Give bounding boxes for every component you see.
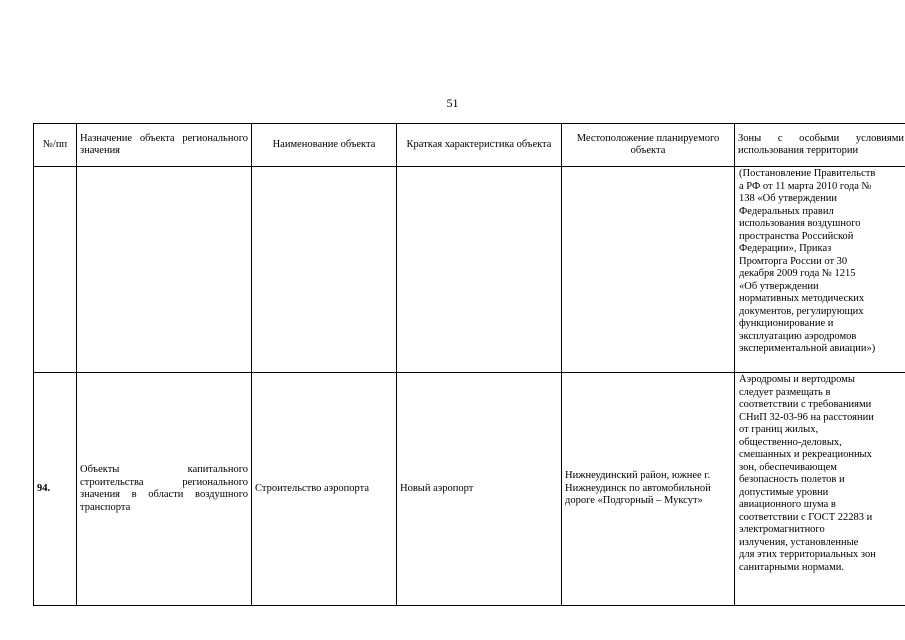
- zone-line: (Постановление Правительств: [739, 168, 876, 179]
- zone-line: а РФ от 11 марта 2010 года №: [739, 180, 872, 192]
- header-zones: Зоны с особыми условиями использования территории: [735, 124, 905, 167]
- zone-line: документов, регулирующих: [739, 305, 864, 317]
- cell-empty: [397, 167, 562, 373]
- cell-zones: [735, 373, 905, 606]
- zone-line: допустимые уровни: [739, 486, 829, 498]
- zone-line: СНиП 32-03-96 на расстоянии: [739, 411, 874, 423]
- zone-line: авиационного шума в: [739, 499, 836, 510]
- table-row-continuation: [34, 167, 905, 373]
- table-row-94: [34, 373, 905, 606]
- zone-line: соответствии с ГОСТ 22283 и: [739, 511, 873, 523]
- zone-line: соответствии с требованиями: [739, 399, 872, 410]
- cell-purpose: Объекты капитального строительства регионального значения в области воздушного транспорта: [77, 373, 252, 606]
- zone-line: общественно-деловых,: [739, 436, 842, 448]
- header-purpose: Назначение объекта регионального значения: [77, 124, 252, 167]
- zone-line: пространства Российской: [739, 230, 854, 242]
- zone-line: излучения, установленные: [739, 536, 859, 548]
- zone-line: санитарными нормами.: [739, 561, 844, 573]
- cell-characteristic: Новый аэропорт: [397, 373, 562, 606]
- cell-zones-continuation: [735, 167, 905, 373]
- cell-empty: [252, 167, 397, 373]
- header-characteristic: Краткая характеристика объекта: [397, 124, 562, 167]
- regional-objects-table: [33, 123, 905, 606]
- cell-empty: [77, 167, 252, 373]
- zone-line: следует размещать в: [739, 386, 831, 398]
- zone-line: Федеральных правил: [739, 205, 834, 217]
- zone-line: для этих территориальных зон: [739, 549, 876, 560]
- header-number: №/пп: [34, 124, 77, 167]
- zone-line: эксплуатацию аэродромов: [739, 330, 857, 342]
- header-name: Наименование объекта: [252, 124, 397, 167]
- page-number: 51: [446, 96, 459, 110]
- zone-line: Аэродромы и вертодромы: [739, 374, 855, 385]
- zone-line: зон, обеспечивающем: [739, 461, 837, 473]
- cell-empty: [562, 167, 735, 373]
- zone-line: безопасность полетов и: [739, 474, 845, 485]
- zone-line: декабря 2009 года № 1215: [739, 268, 856, 279]
- zone-line: Промторга России от 30: [739, 255, 848, 267]
- zone-line: использования воздушного: [739, 218, 861, 229]
- zone-line: Федерации», Приказ: [739, 243, 832, 254]
- cell-location: Нижнеудинский район, южнее г. Нижнеудинск по автомобильной дороге «Подгорный – Муксут»: [562, 373, 735, 606]
- zone-line: экспериментальной авиации»): [739, 343, 876, 354]
- zone-line: от границ жилых,: [739, 424, 819, 435]
- zone-line: электромагнитного: [739, 524, 825, 535]
- cell-empty: [34, 167, 77, 373]
- zone-line: смешанных и рекреационных: [739, 449, 872, 460]
- zone-line: 138 «Об утверждении: [739, 193, 837, 204]
- cell-number: 94.: [34, 373, 77, 606]
- zone-line: «Об утверждении: [739, 280, 819, 292]
- zone-line: нормативных методических: [739, 293, 865, 304]
- table-header-row: [34, 124, 905, 167]
- header-location: Местоположение планируемого объекта: [562, 124, 735, 167]
- cell-name: Строительство аэропорта: [252, 373, 397, 606]
- zone-line: функционирование и: [739, 318, 834, 329]
